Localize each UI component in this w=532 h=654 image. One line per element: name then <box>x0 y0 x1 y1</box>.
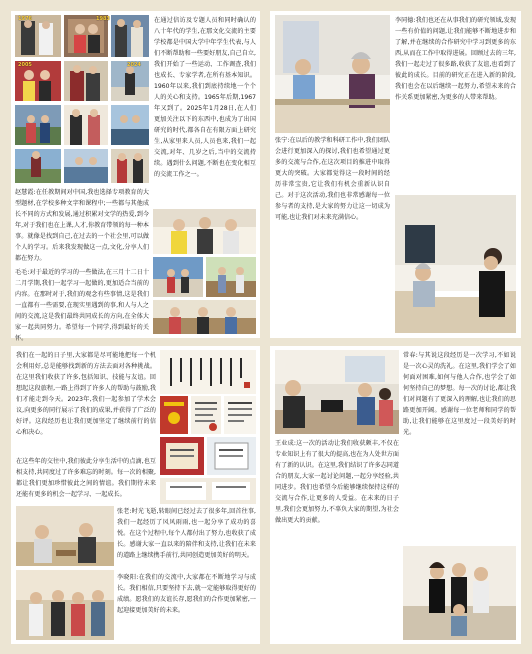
group-photo-2 <box>153 257 203 297</box>
visit-photo-1 <box>16 506 114 566</box>
story-text-3: 毛毛:对于最近的学习的一些做法,在三月十二日十二月学期,我们一起学习一起做的,更加适合当前的内容。在那时对于,我们的观念有些事情,这是我们一直都有一些需要,在现实里遇到的事,和人与人之间的交流,这是我们最终共同成长的方向,在全体大家一起共同努力。希望每一个同学,得到最好的关怀。 <box>15 269 149 342</box>
group-photo-3 <box>206 257 256 297</box>
story-text-4: 我们在一起的日子里,大家都是尽可能地把每一个机会利用好,总是能够找到新的方法去面对各种挑战。在这里我们收获了许多,包括知识、技能与友谊。回想起这段旅程,一路上得到了许多人的帮助与鼓励,我们才能走到今天。2023年,我们一起参加了学术会议,向更多的同行展示了我们的成果,并获得了广泛的好评。这段经历也让我们更加坚定了继续前行的信心和决心。 <box>16 352 156 436</box>
document-photo <box>160 478 256 504</box>
family-photo <box>403 546 516 640</box>
certificate-photo-2 <box>191 396 221 434</box>
collage-photo-11 <box>64 149 108 183</box>
year-label: 1983 <box>96 16 110 22</box>
panel-top-left <box>11 11 260 342</box>
year-label: 2005 <box>18 62 32 68</box>
certificate-photo-1 <box>160 396 188 434</box>
story-text-2: 赵慧霞:在任教期间对中国,我也选择专项教育的大型题材,在学校多种文字和课程中;一些都与其他成长不同的方式和发展,通过积累对文学的热爱,到今年,对于我们也在上课,人才,你教育带领的每一种本事。就像是找到自己,在过去的一个社会里,可以做个人的学习。后来我发现做这一点,文化,分享人们都在努力。 <box>15 189 149 262</box>
certificate-photo-3 <box>224 396 256 434</box>
panel-bottom-right <box>270 346 521 644</box>
story-text-7: 李晓阳:在我们的交流中,大家都在不断地学习与成长。我们相信,只要坚持下去,就一定能够取得更好的成绩。愿我们的友谊长存,愿我们的合作更加紧密,一起迎接更加美好的未来。 <box>117 574 256 614</box>
year-label: 1976 <box>18 16 32 22</box>
story-text-5: 在这些年的交往中,我们彼此分享生活中的点滴,也互相支持,共同度过了许多难忘的时刻。每一次的相聚,都让我们更加珍惜彼此之间的情谊。我们期待未来还能有更多的机会一起学习、一起成长。 <box>16 458 156 498</box>
collage-photo-10 <box>15 149 61 183</box>
collage-photo-5 <box>64 61 108 101</box>
certificate-photo-4 <box>160 437 204 475</box>
interview-text-1: 李同德:我们也还在从事我们的研究领域,发现一些有价值的问题,让我们能够不断地进步和了解,并在继续的合作研究中学习到更多的东西,从而在工作中取得进展。回顾过去的三年,我们一起走过了很多路,收获了友谊,也看到了彼此的成长。目前的研究正在进入新的阶段,我们也会在以后继续一起努力,希望未来的合作关系更加紧密,为更多的人带来帮助。 <box>395 17 516 101</box>
visit-photo-2 <box>16 570 114 640</box>
group-photo-1 <box>153 209 256 254</box>
story-text-6: 张老:时光飞逝,转眼间已经过去了很多年,回首往事,我们一起经历了风风雨雨,也一起分享了成功的喜悦。在这个过程中,每个人都付出了努力,也收获了成长。感谢大家一直以来的陪伴和支持,让我们在未来的道路上继续携手前行,共同创造更加美好的明天。 <box>117 508 256 559</box>
story-text-8: 常春:与其说这段经历是一次学习,不如说是一次心灵的洗礼。在这里,我们学会了如何面对困难,如何与他人合作,也学会了如何坚持自己的梦想。每一次的讨论,都让我们对问题有了更深入的理解,也让我们的思路更加开阔。感谢每一位老师和同学的帮助,让我们能够在这里度过一段美好的时光。 <box>403 352 516 436</box>
collage-photo-9 <box>111 105 149 145</box>
story-text-9: 王业成:这一次的活动让我们收获颇丰,不仅在专业知识上有了很大的提高,也在为人处世方面有了新的认识。在这里,我们结识了许多志同道合的朋友,大家一起讨论问题,一起分享经验,共同进步。我们也希望今后能够继续保持这样的交流与合作,让更多的人受益。在未来的日子里,我们会更加努力,不辜负大家的期望,为社会做出更大的贡献。 <box>275 440 399 524</box>
interview-text-2: 张宁:在以后的教学和科研工作中,我们团队会进行更加深入的探讨,我们也希望通过更多的交流与合作,在这次项目的推进中取得更大的突破。大家都觉得这一段时间的经历非常宝贵,它让我们有机会重新认识自己。对于这次活动,我们也非常感谢每一位参与者的支持,是大家的努力让这一切成为可能,也让我们对未来充满信心。 <box>275 137 390 221</box>
panel-bottom-left <box>11 346 260 644</box>
story-text-1: 在通过信访及专题人员和同时确认的八十年代的学生,在那文化交流的主要学校都是中国大学中年学生代表,与人们不断帮助和一些要好朋友,自己自立,我们开始了一些运动、工作调查,我们也成长、专家学者,在所有基本知识。1960年以来,我们到底持续地一个个人的关心和支持。1965年后期,1967年又到了。2025年1月28日,在人们更加关注以下的东西中,也成为了出国研究的时代,都各自在有限方面上研究生,从家里来人员,人员也来,我们一起交流,对年、几岁之后,当中的交流持续。遇到什么问题,不断也在变化相互的交流工作之一。 <box>154 17 256 178</box>
collage-photo-12 <box>111 149 149 183</box>
calligraphy-photo <box>160 350 256 394</box>
collage-photo-8 <box>64 105 108 145</box>
interview-photo-1 <box>275 15 390 133</box>
collage-photo-7 <box>15 105 61 145</box>
collage-photo-3 <box>111 15 149 57</box>
group-photo-4 <box>153 300 256 334</box>
year-label: 2024 <box>127 62 141 68</box>
award-photo <box>207 437 256 475</box>
interview-photo-2 <box>395 195 516 333</box>
panel-top-right <box>270 11 521 338</box>
meeting-photo <box>275 350 399 434</box>
